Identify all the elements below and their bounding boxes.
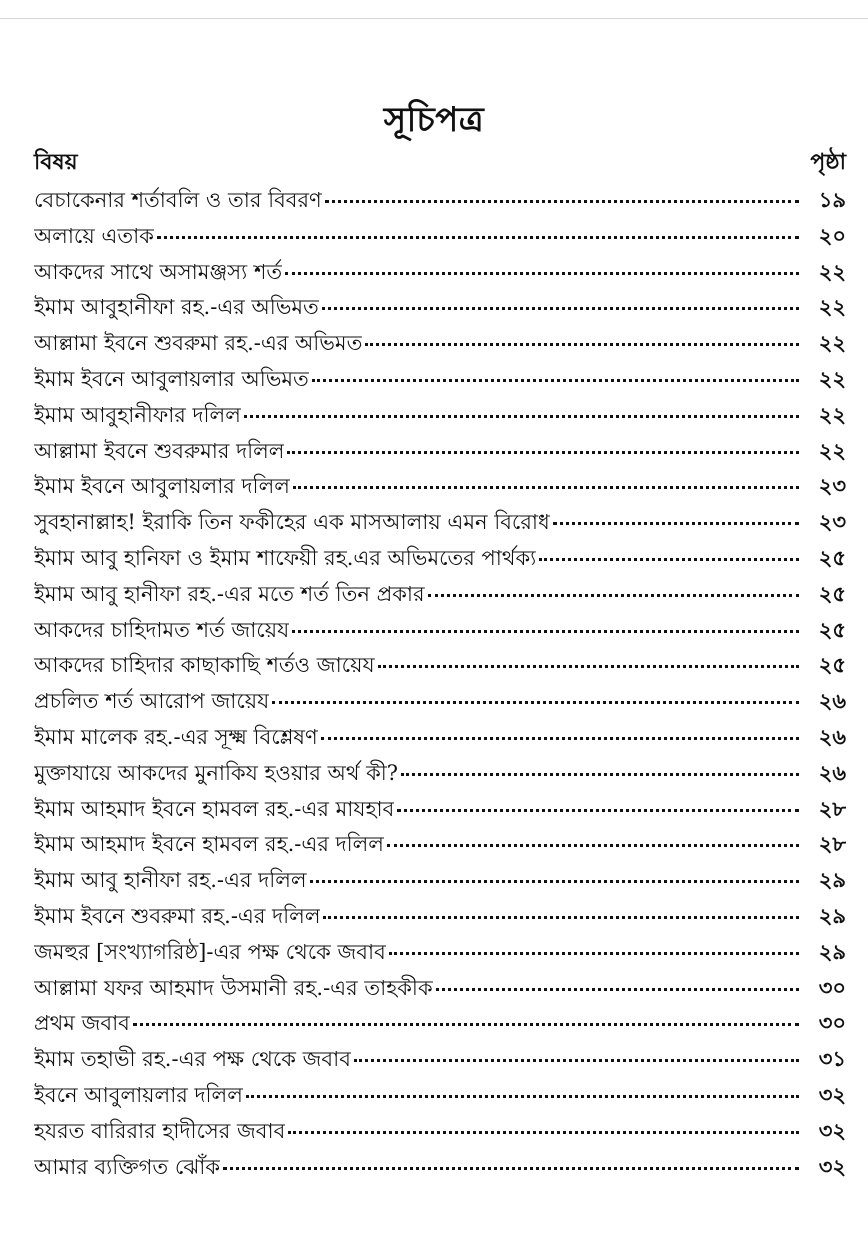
toc-entry[interactable] (34, 649, 846, 685)
toc-entry-title: বেচাকেনার শর্তাবলি ও তার বিবরণ (34, 188, 322, 212)
toc-entry-page-number: ২৩ (818, 473, 846, 499)
toc-entry-page-number: ২৮ (818, 831, 846, 857)
toc-entry-page-number: ২৮ (818, 795, 846, 821)
dot-leader (539, 558, 799, 561)
toc-entry-title: ইমাম আবুহানীফার দলিল (34, 402, 241, 427)
toc-entry-title: আকদের চাহিদার কাছাকাছি শর্তও জায়েয (34, 653, 375, 678)
toc-entry-page-number: ২২ (818, 294, 846, 320)
toc-entry-title: ইমাম ইবনে আবুলায়লার অভিমত (34, 366, 309, 391)
dot-leader (323, 916, 799, 919)
toc-entry[interactable] (34, 291, 846, 327)
toc-entry-title: প্রথম জবাব (34, 1011, 130, 1036)
page-title: সূচিপত্র (383, 100, 485, 140)
toc-entry-page-number: ২০ (818, 222, 846, 248)
toc-entry[interactable] (34, 1043, 846, 1079)
toc-entry-page-number: ২৫ (818, 544, 846, 570)
toc-entry-title: হযরত বারিরার হাদীসের জবাব (34, 1118, 286, 1143)
toc-entry[interactable] (34, 1007, 846, 1043)
toc-entry[interactable] (34, 256, 846, 292)
toc-entry[interactable] (34, 614, 846, 650)
dot-leader (354, 1059, 799, 1062)
toc-entry-title: সুবহানাল্লাহ! ইরাকি তিন ফকীহের এক মাসআলায় এমন বিরোধ (34, 510, 550, 535)
toc-entry-title: আল্লামা ইবনে শুবরুমার দলিল (34, 438, 285, 463)
toc-entry-title: ইবনে আবুলায়লার দলিল (34, 1082, 243, 1107)
toc-entry[interactable] (34, 542, 846, 578)
toc-entry[interactable] (34, 828, 846, 864)
toc-entry-page-number: ৩২ (818, 1153, 846, 1179)
toc-entry-title: আল্লামা ইবনে শুবরুমা রহ.-এর অভিমত (34, 331, 363, 356)
table-of-contents (34, 184, 846, 1186)
toc-entry-title: ইমাম ইবনে আবুলায়লার দলিল (34, 474, 290, 499)
dot-leader (312, 379, 799, 382)
dot-leader (272, 701, 799, 704)
toc-entry-page-number: ২২ (818, 258, 846, 284)
dot-leader (246, 1095, 799, 1098)
dot-leader (428, 594, 799, 597)
dot-leader (288, 1131, 799, 1134)
toc-entry[interactable] (34, 220, 846, 256)
toc-entry[interactable] (34, 184, 846, 220)
dot-leader (325, 200, 799, 203)
toc-entry-title: ইমাম আবু হানীফা রহ.-এর দলিল (34, 868, 307, 893)
toc-entry-title: মুক্তাযায়ে আকদের মুনাকিয হওয়ার অর্থ কী? (34, 760, 399, 785)
dot-leader (285, 272, 799, 275)
toc-entry-page-number: ২২ (818, 330, 846, 356)
toc-entry-page-number: ৩২ (818, 1117, 846, 1143)
toc-entry[interactable] (34, 793, 846, 829)
toc-entry-page-number: ২৬ (818, 688, 846, 714)
toc-entry-page-number: ২৩ (818, 509, 846, 535)
dot-leader (553, 522, 799, 525)
dot-leader (436, 988, 799, 991)
toc-entry-title: ইমাম আহমাদ ইবনে হামবল রহ.-এর দলিল (34, 832, 384, 857)
toc-entry[interactable] (34, 327, 846, 363)
toc-entry[interactable] (34, 399, 846, 435)
dot-leader (401, 773, 799, 776)
dot-leader (387, 844, 799, 847)
dot-leader (310, 880, 799, 883)
toc-entry[interactable] (34, 721, 846, 757)
dot-leader (293, 486, 799, 489)
toc-entry-title: ইমাম আবু হানীফা রহ.-এর মতে শর্ত তিন প্রকার (34, 581, 425, 606)
toc-entry[interactable] (34, 864, 846, 900)
toc-entry[interactable] (34, 936, 846, 972)
toc-entry-title: আকদের চাহিদামত শর্ত জায়েয (34, 617, 290, 642)
toc-header-row (34, 146, 846, 180)
top-edge-shadow (0, 18, 868, 19)
toc-entry-title: অলায়ে এতাক (34, 223, 154, 248)
toc-entry-page-number: ২২ (818, 365, 846, 391)
toc-entry[interactable] (34, 1151, 846, 1187)
toc-entry-title: ইমাম ইবনে শুবরুমা রহ.-এর দলিল (34, 903, 321, 928)
toc-entry[interactable] (34, 363, 846, 399)
dot-leader (223, 1167, 799, 1170)
toc-entry-title: আল্লামা যফর আহমাদ উসমানী রহ.-এর তাহকীক (34, 975, 433, 1000)
toc-entry-title: আকদের সাথে অসামঞ্জস্য শর্ত (34, 259, 283, 284)
toc-entry-title: প্রচলিত শর্ত আরোপ জায়েয (34, 689, 270, 714)
toc-entry-title: ইমাম তহাভী রহ.-এর পক্ষ থেকে জবাব (34, 1047, 351, 1072)
toc-entry[interactable] (34, 972, 846, 1008)
toc-entry-page-number: ২২ (818, 401, 846, 427)
dot-leader (365, 343, 799, 346)
toc-entry-page-number: ২৫ (818, 616, 846, 642)
dot-leader (378, 665, 799, 668)
toc-entry[interactable] (34, 900, 846, 936)
dot-leader (292, 630, 799, 633)
toc-entry[interactable] (34, 1079, 846, 1115)
toc-entry-page-number: ২৫ (818, 652, 846, 678)
toc-entry-title: ইমাম আহমাদ ইবনে হামবল রহ.-এর মাযহাব (34, 796, 395, 821)
toc-entry[interactable] (34, 435, 846, 471)
dot-leader (322, 307, 799, 310)
toc-entry-title: ইমাম আবু হানিফা ও ইমাম শাফেয়ী রহ.এর অভিমতের পার্থক্য (34, 545, 537, 570)
toc-entry[interactable] (34, 506, 846, 542)
toc-entry-page-number: ২৬ (818, 759, 846, 785)
toc-entry-title: ইমাম মালেক রহ.-এর সূক্ষ্ম বিশ্লেষণ (34, 724, 318, 749)
toc-entry-page-number: ৩০ (818, 1010, 846, 1036)
toc-entry-page-number: ১৯ (818, 187, 846, 212)
toc-entry-page-number: ২৯ (818, 867, 846, 893)
dot-leader (389, 952, 799, 955)
toc-entry-page-number: ৩০ (818, 974, 846, 1000)
toc-entry-page-number: ২৯ (818, 902, 846, 928)
toc-entry[interactable] (34, 470, 846, 506)
page-column-heading: পৃষ্ঠা (810, 148, 846, 175)
toc-entry-page-number: ৩২ (818, 1081, 846, 1107)
dot-leader (321, 737, 799, 740)
dot-leader (133, 1023, 799, 1026)
toc-entry[interactable] (34, 578, 846, 614)
toc-entry-page-number: ৩১ (818, 1046, 846, 1072)
dot-leader (287, 451, 799, 454)
dot-leader (157, 236, 799, 239)
toc-entry[interactable] (34, 757, 846, 793)
toc-entry-page-number: ২৬ (818, 723, 846, 749)
toc-entry[interactable] (34, 685, 846, 721)
toc-entry-title: আমার ব্যক্তিগত ঝোঁক (34, 1154, 221, 1179)
subject-column-heading: বিষয় (34, 148, 78, 175)
dot-leader (397, 809, 799, 812)
toc-entry-title: ইমাম আবুহানীফা রহ.-এর অভিমত (34, 295, 319, 320)
toc-entry[interactable] (34, 1115, 846, 1151)
toc-entry-title: জমহুর [সংখ্যাগরিষ্ঠ]-এর পক্ষ থেকে জবাব (34, 939, 386, 964)
toc-entry-page-number: ২২ (818, 437, 846, 463)
toc-entry-page-number: ২৯ (818, 938, 846, 964)
toc-entry-page-number: ২৫ (818, 580, 846, 606)
dot-leader (244, 415, 799, 418)
